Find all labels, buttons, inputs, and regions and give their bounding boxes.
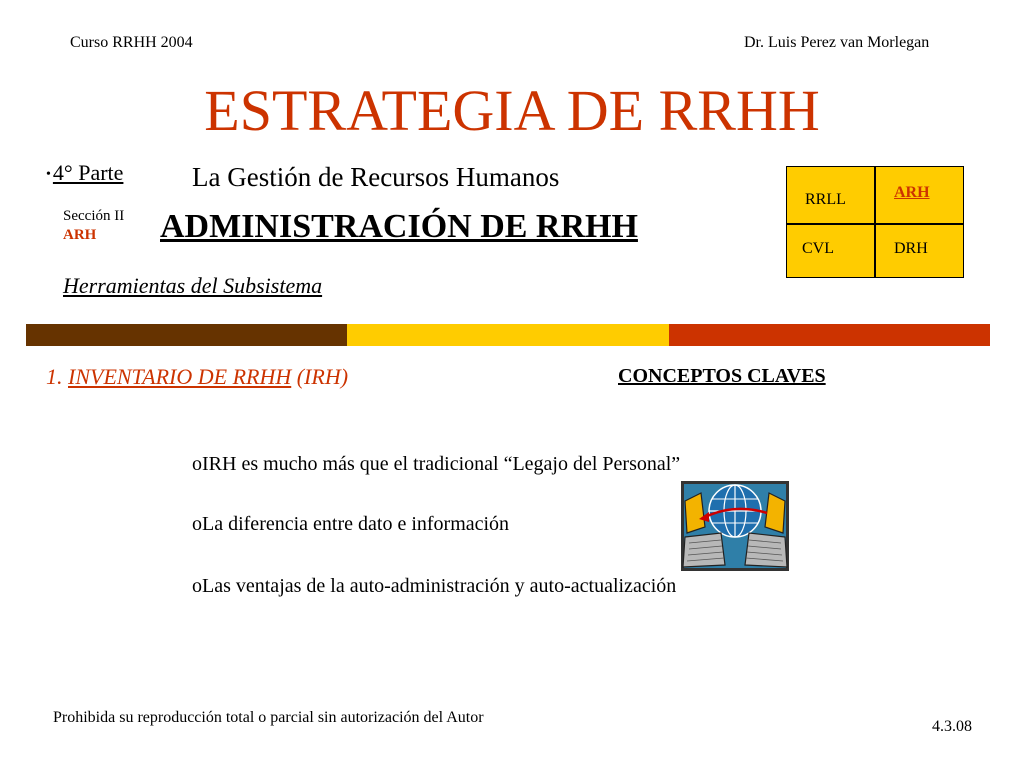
- part-label: [46, 160, 123, 186]
- tools-heading: Herramientas del Subsistema: [63, 273, 323, 298]
- divider-segment-brown: [26, 324, 347, 346]
- topic-abbr: (IRH): [296, 364, 349, 389]
- section-code: ARH: [63, 227, 97, 243]
- header-author: Dr. Luis Perez van Morlegan: [744, 34, 930, 51]
- topic-title: INVENTARIO DE RRHH: [68, 364, 292, 389]
- divider-segment-red: [669, 324, 990, 346]
- subsystem-grid: [786, 166, 964, 278]
- page-number: 4.3.08: [932, 718, 972, 735]
- concepts-heading: CONCEPTOS CLAVES: [618, 365, 826, 387]
- header-course: Curso RRHH 2004: [70, 34, 193, 51]
- part-text: 4° Parte: [52, 160, 124, 185]
- section-name: Sección II: [63, 208, 125, 224]
- grid-cell-cvl: CVL: [802, 240, 834, 257]
- list-item: oIRH es mucho más que el tradicional “Legajo del Personal”: [192, 453, 681, 475]
- grid-cell-arh: ARH: [894, 184, 930, 201]
- list-item: oLa diferencia entre dato e información: [192, 513, 510, 535]
- topic-heading: [46, 364, 348, 390]
- grid-divider-vertical: [874, 167, 876, 277]
- list-item: oLas ventajas de la auto-administración y auto-actualización: [192, 575, 677, 597]
- grid-cell-rrll: RRLL: [805, 191, 846, 208]
- footer-copyright: Prohibida su reproducción total o parcial sin autorización del Autor: [53, 709, 484, 726]
- section-label: [63, 207, 124, 245]
- grid-divider-horizontal: [787, 223, 963, 225]
- grid-cell-drh: DRH: [894, 240, 928, 257]
- bullet-icon: •: [46, 166, 51, 182]
- divider-segment-yellow: [347, 324, 668, 346]
- color-divider-bar: [26, 324, 990, 346]
- slide-subtitle: La Gestión de Recursos Humanos: [192, 162, 560, 192]
- topic-number: 1.: [46, 364, 63, 389]
- main-heading: ADMINISTRACIÓN DE RRHH: [160, 208, 638, 245]
- slide-title: ESTRATEGIA DE RRHH: [204, 78, 820, 143]
- globe-computers-exchange-icon: [681, 481, 789, 571]
